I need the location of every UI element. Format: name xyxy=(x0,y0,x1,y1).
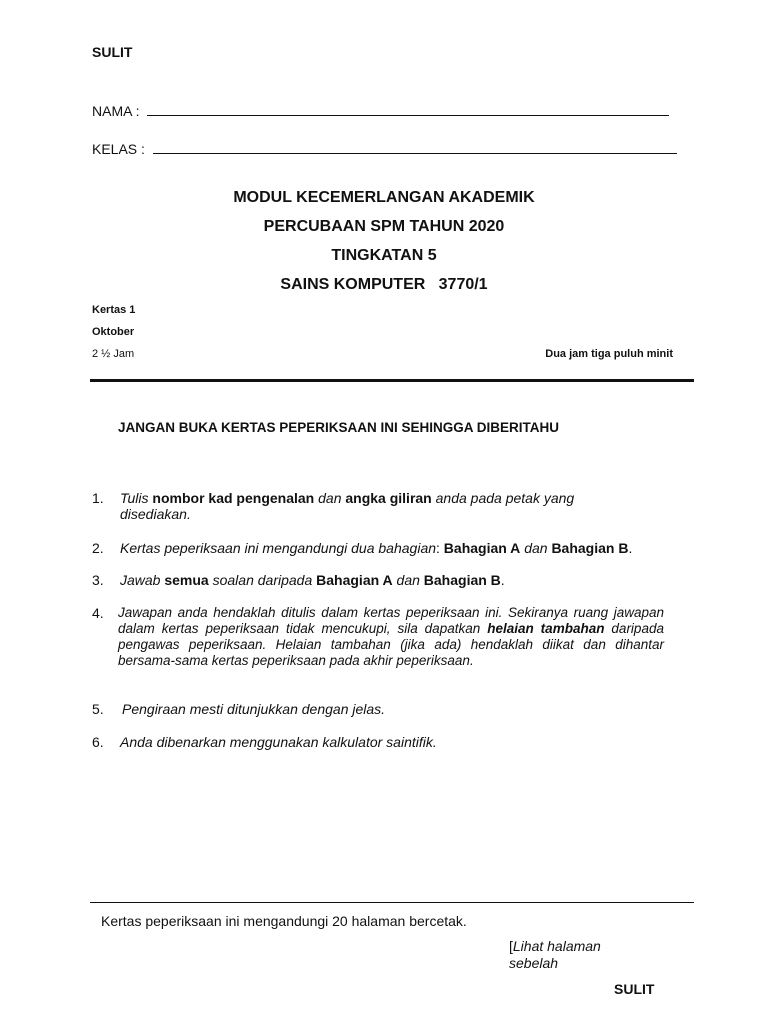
footer-divider xyxy=(90,902,694,903)
kelas-label: KELAS : xyxy=(92,141,145,157)
instruction-text: Anda dibenarkan menggunakan kalkulator saintifik. xyxy=(120,734,437,750)
duration-words: Dua jam tiga puluh minit xyxy=(545,348,673,360)
instruction-item-6 xyxy=(92,734,664,752)
instruction-number: 6. xyxy=(92,734,104,750)
instruction-number: 5. xyxy=(92,701,104,717)
instruction-item-1 xyxy=(92,490,664,524)
instruction-bold: Bahagian B xyxy=(551,540,629,556)
instruction-item-5 xyxy=(92,701,664,719)
instruction-text: dan xyxy=(318,490,342,506)
instruction-bold: semua xyxy=(164,572,209,588)
sulit-label-bottom: SULIT xyxy=(614,981,655,997)
kelas-underline[interactable] xyxy=(153,139,677,154)
title-line-3: TINGKATAN 5 xyxy=(331,247,437,264)
instruction-text: anda pada petak yang disediakan. xyxy=(120,490,575,522)
nama-label: NAMA : xyxy=(92,103,140,119)
instruction-text: dan xyxy=(396,572,420,588)
instruction-number: 3. xyxy=(92,572,104,588)
sulit-label-top: SULIT xyxy=(92,44,133,60)
next-page-line-2: sebelah xyxy=(509,955,559,971)
instruction-bold: angka giliran xyxy=(345,490,432,506)
instruction-text: Pengiraan mesti ditunjukkan dengan jelas. xyxy=(122,701,386,717)
instructions-list xyxy=(92,490,664,760)
instruction-text: Kertas peperiksaan ini mengandungi dua bahagian xyxy=(120,540,437,556)
instruction-text: . xyxy=(500,572,505,588)
header-divider xyxy=(90,379,694,382)
instruction-text: Tulis xyxy=(120,490,149,506)
instruction-item-4 xyxy=(92,605,664,677)
instruction-text: . xyxy=(628,540,633,556)
instruction-bold: Bahagian A xyxy=(316,572,393,588)
instruction-text: Jawab xyxy=(120,572,161,588)
title-line-1: MODUL KECEMERLANGAN AKADEMIK xyxy=(233,189,535,206)
warning-notice: JANGAN BUKA KERTAS PEPERIKSAAN INI SEHINGGA DIBERITAHU xyxy=(118,420,560,435)
instruction-text: soalan daripada xyxy=(212,572,313,588)
nama-underline[interactable] xyxy=(147,101,669,116)
month-label: Oktober xyxy=(92,326,135,338)
instruction-number: 2. xyxy=(92,540,104,556)
title-line-4: SAINS KOMPUTER 3770/1 xyxy=(280,276,488,293)
instruction-text: dan xyxy=(524,540,548,556)
instruction-number: 4. xyxy=(92,605,104,621)
instruction-item-3 xyxy=(92,572,664,590)
bracket: [ xyxy=(509,938,513,954)
duration-label: 2 ½ Jam xyxy=(92,348,135,360)
next-page-line-1: Lihat halaman xyxy=(512,938,601,954)
title-line-2: PERCUBAAN SPM TAHUN 2020 xyxy=(263,218,505,235)
next-page-note xyxy=(509,938,601,972)
instruction-text: daripada pengawas peperiksaan. Helaian tambahan (jika ada) hendaklah diikat dan dihantar bersama-sama kertas peperiksaan pada akhir peperiksaan. xyxy=(118,621,664,668)
instruction-bold: Bahagian B xyxy=(423,572,501,588)
nama-field xyxy=(92,101,669,119)
instruction-item-2 xyxy=(92,540,664,558)
kelas-field xyxy=(92,139,677,157)
paper-label: Kertas 1 xyxy=(92,304,136,316)
instruction-bold: Bahagian A xyxy=(443,540,521,556)
instruction-text: Jawapan anda hendaklah ditulis dalam kertas peperiksaan ini. Sekiranya ruang jawapan dalam kertas peperiksaan tidak mencukupi, sila dapatkan xyxy=(118,605,664,636)
instruction-bold: helaian tambahan xyxy=(487,621,605,636)
pages-note: Kertas peperiksaan ini mengandungi 20 halaman bercetak. xyxy=(101,913,467,929)
instruction-text: : xyxy=(436,540,440,556)
instruction-bold: nombor kad pengenalan xyxy=(152,490,315,506)
instruction-number: 1. xyxy=(92,490,104,506)
